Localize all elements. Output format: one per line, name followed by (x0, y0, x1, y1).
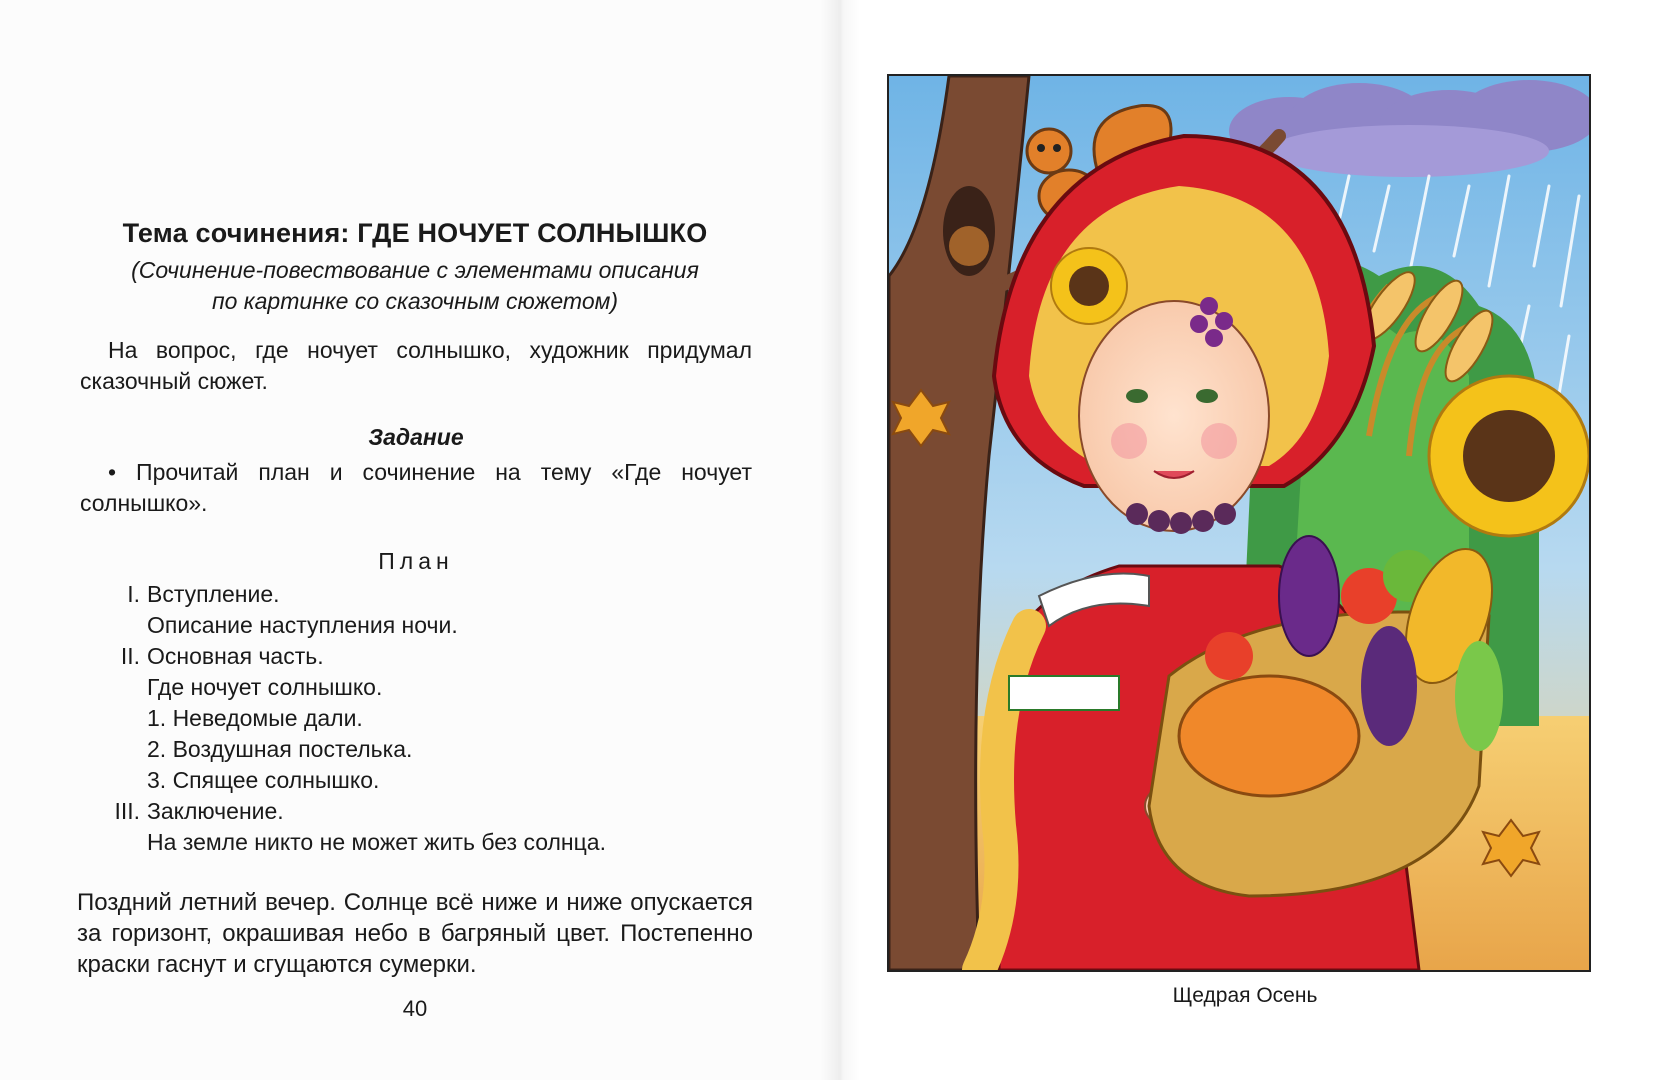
plan-item-text: Основная часть. (147, 643, 324, 669)
sunflower (1429, 376, 1589, 536)
plan-item-text: Заключение. (147, 798, 284, 824)
subtitle-line: по картинке со сказочным сюжетом) (211, 288, 619, 314)
plan-item-number: I. (127, 581, 140, 607)
plan-heading: План (378, 548, 454, 574)
book-spine (820, 0, 860, 1080)
essay-title: Тема сочинения: ГДЕ НОЧУЕТ СОЛНЫШКО (122, 218, 708, 248)
plan-item-number: III. (114, 798, 140, 824)
illustration-drawing (889, 76, 1589, 970)
essay-body-paragraph: Поздний летний вечер. Солнце всё ниже и ниже опускается за горизонт, окрашивая небо в багряный цвет. Постепенно краски гаснут и сгущаются сумерки. (77, 889, 753, 978)
plan-item-text: 2. Воздушная постелька. (147, 736, 413, 762)
task-heading: Задание (368, 424, 464, 450)
plan-item-text: Вступление. (147, 581, 280, 607)
plan-item-text: 1. Неведомые дали. (147, 705, 363, 731)
illustration-caption: Щедрая Осень (1172, 984, 1318, 1007)
subtitle-line: (Сочинение-повествование с элементами описания (131, 257, 699, 283)
plan-item-text: На земле никто не может жить без солнца. (147, 829, 606, 855)
task-text: • Прочитай план и сочинение на тему «Где ночует солнышко». (80, 459, 752, 516)
plan-item-text: 3. Спящее солнышко. (147, 767, 380, 793)
page-number: 40 (402, 996, 428, 1021)
intro-paragraph: На вопрос, где ночует солнышко, художник придумал сказочный сюжет. (80, 337, 752, 394)
essay-subtitle (78, 255, 752, 317)
illustration-autumn-girl (887, 74, 1591, 972)
plan-item-text: Описание наступления ночи. (147, 612, 458, 638)
plan-item-text: Где ночует солнышко. (147, 674, 383, 700)
plan-item-number: II. (120, 643, 140, 669)
